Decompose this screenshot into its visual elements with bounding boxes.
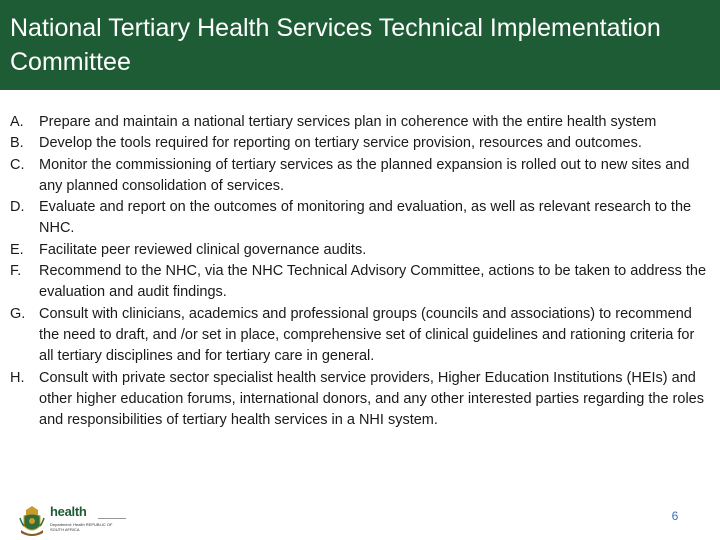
- list-marker: C.: [10, 156, 25, 173]
- list-item-text: Consult with private sector specialist health service providers, Higher Education Institutions (HEIs) and other higher education forums, international donors, and any other interested parties regarding the roles and responsibilities of tertiary health services in a NHI system.: [39, 369, 704, 429]
- responsibility-list: [10, 112, 710, 431]
- list-item-text: Recommend to the NHC, via the NHC Technical Advisory Committee, actions to be taken to address the evaluation and audit findings.: [39, 263, 707, 301]
- list-marker: B.: [10, 135, 24, 152]
- logo-subtitle: Department: Health REPUBLIC OF SOUTH AFRICA: [50, 522, 113, 532]
- list-item-text: Facilitate peer reviewed clinical governance audits.: [39, 241, 367, 258]
- logo-divider: [98, 518, 126, 519]
- list-item-text: Consult with clinicians, academics and professional groups (councils and associations) to recommend the need to draft, and /or set in place, comprehensive set of clinical guidelines and rationing criteria for all tertiary disciplines and for tertiary care in general.: [39, 305, 695, 365]
- list-item-f: [10, 261, 710, 304]
- list-item-h: [10, 368, 710, 432]
- list-item-text: Prepare and maintain a national tertiary services plan in coherence with the entire health system: [39, 114, 657, 130]
- coat-of-arms-icon: [18, 504, 46, 538]
- list-marker: D.: [10, 199, 25, 216]
- slide-title: National Tertiary Health Services Technical Implementation Committee: [10, 14, 661, 76]
- title-bar: [0, 0, 720, 90]
- list-marker: F.: [10, 263, 22, 280]
- list-item-g: [10, 304, 710, 368]
- list-item-a: [10, 112, 710, 133]
- list-item-e: [10, 240, 710, 261]
- logo-wordmark: health: [50, 504, 87, 519]
- list-marker: H.: [10, 369, 25, 386]
- list-item-b: [10, 133, 710, 154]
- department-of-health-logo: [14, 500, 124, 540]
- list-item-text: Evaluate and report on the outcomes of monitoring and evaluation, as well as relevant research to the NHC.: [39, 199, 692, 237]
- list-item-d: [10, 197, 710, 240]
- list-item-text: Monitor the commissioning of tertiary services as the planned expansion is rolled out to new sites and any planned consolidation of services.: [39, 156, 690, 194]
- list-marker: A.: [10, 114, 24, 130]
- list-marker: E.: [10, 241, 24, 258]
- list-item-c: [10, 155, 710, 198]
- list-marker: G.: [10, 305, 26, 322]
- page-number: 6: [671, 509, 679, 523]
- list-item-text: Develop the tools required for reporting on tertiary service provision, resources and outcomes.: [39, 135, 642, 152]
